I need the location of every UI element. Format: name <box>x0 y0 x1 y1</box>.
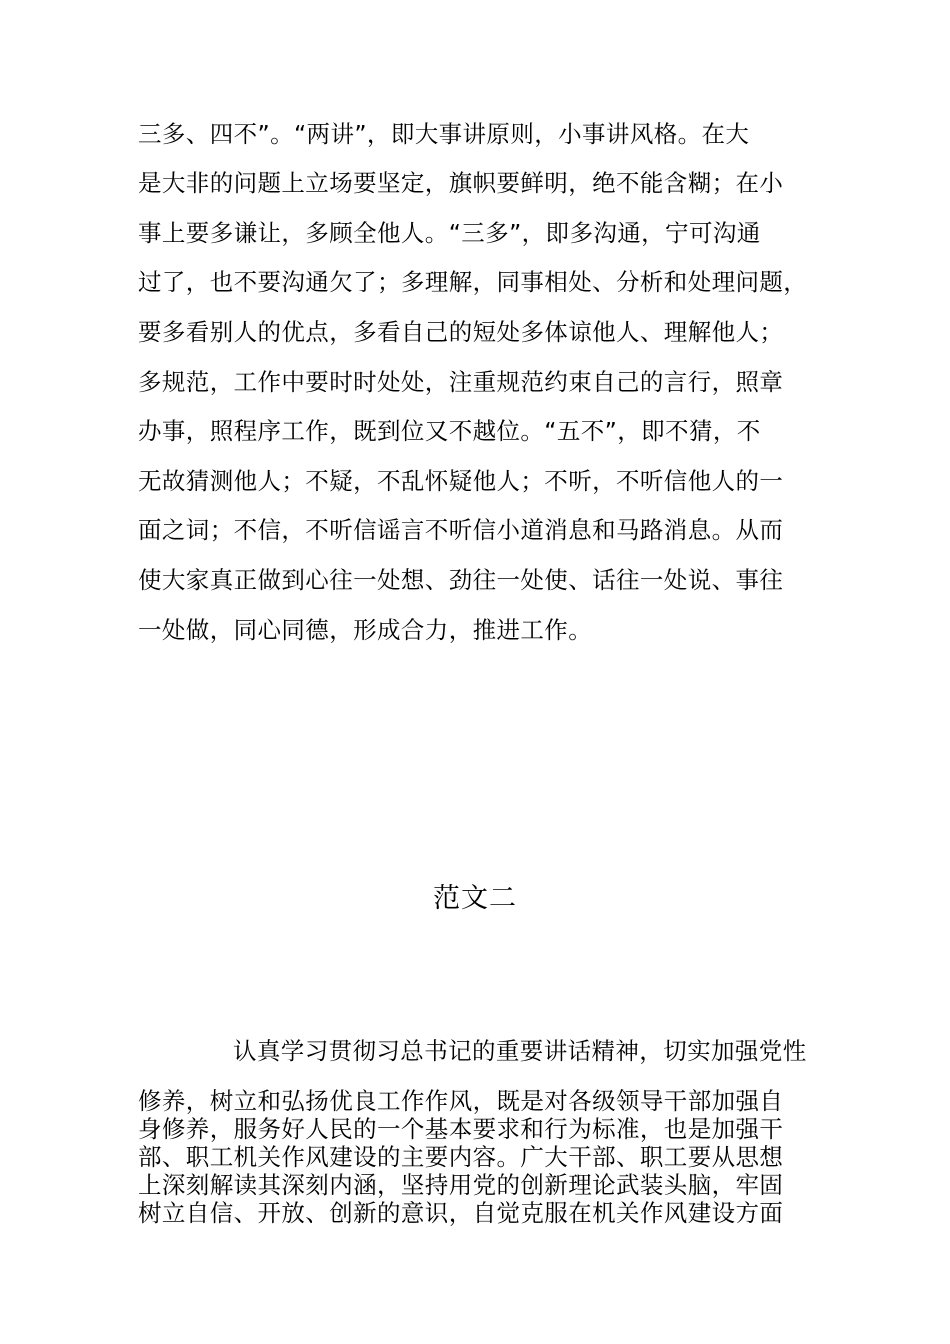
paragraph-line: 部、职工机关作风建设的主要内容。广大干部、职工要从思想 <box>138 1143 784 1171</box>
paragraph-line: 要多看别人的优点，多看自己的短处多体谅他人、理解他人； <box>138 318 784 346</box>
paragraph-line: 事上要多谦让，多顾全他人。“三多”，即多沟通，宁可沟通 <box>138 219 761 247</box>
paragraph-line: 过了，也不要沟通欠了；多理解，同事相处、分析和处理问题， <box>138 268 808 296</box>
paragraph-line: 办事，照程序工作，既到位又不越位。“五不”，即不猜，不 <box>138 417 761 445</box>
paragraph-line: 身修养，服务好人民的一个基本要求和行为标准，也是加强干 <box>138 1115 784 1143</box>
paragraph-line: 一处做，同心同德，形成合力，推进工作。 <box>138 616 593 644</box>
paragraph-line: 多规范，工作中要时时处处，注重规范约束自己的言行，照章 <box>138 368 784 396</box>
paragraph-first-line: 认真学习贯彻习总书记的重要讲话精神，切实加强党性 <box>233 1037 807 1065</box>
paragraph-line: 修养，树立和弘扬优良工作作风，既是对各级领导干部加强自 <box>138 1087 784 1115</box>
paragraph-line: 使大家真正做到心往一处想、劲往一处使、话往一处说、事往 <box>138 566 784 594</box>
section-title: 范文二 <box>433 883 517 914</box>
paragraph-line: 上深刻解读其深刻内涵，坚持用党的创新理论武装头脑，牢固 <box>138 1171 784 1199</box>
paragraph-line: 三多、四不”。“两讲”，即大事讲原则，小事讲风格。在大 <box>138 120 750 148</box>
paragraph-line: 面之词；不信，不听信谣言不听信小道消息和马路消息。从而 <box>138 516 784 544</box>
paragraph-line: 是大非的问题上立场要坚定，旗帜要鲜明，绝不能含糊；在小 <box>138 169 784 197</box>
paragraph-line: 无故猜测他人；不疑，不乱怀疑他人；不听，不听信他人的一 <box>138 467 784 495</box>
paragraph-line: 树立自信、开放、创新的意识，自觉克服在机关作风建设方面 <box>138 1199 784 1227</box>
